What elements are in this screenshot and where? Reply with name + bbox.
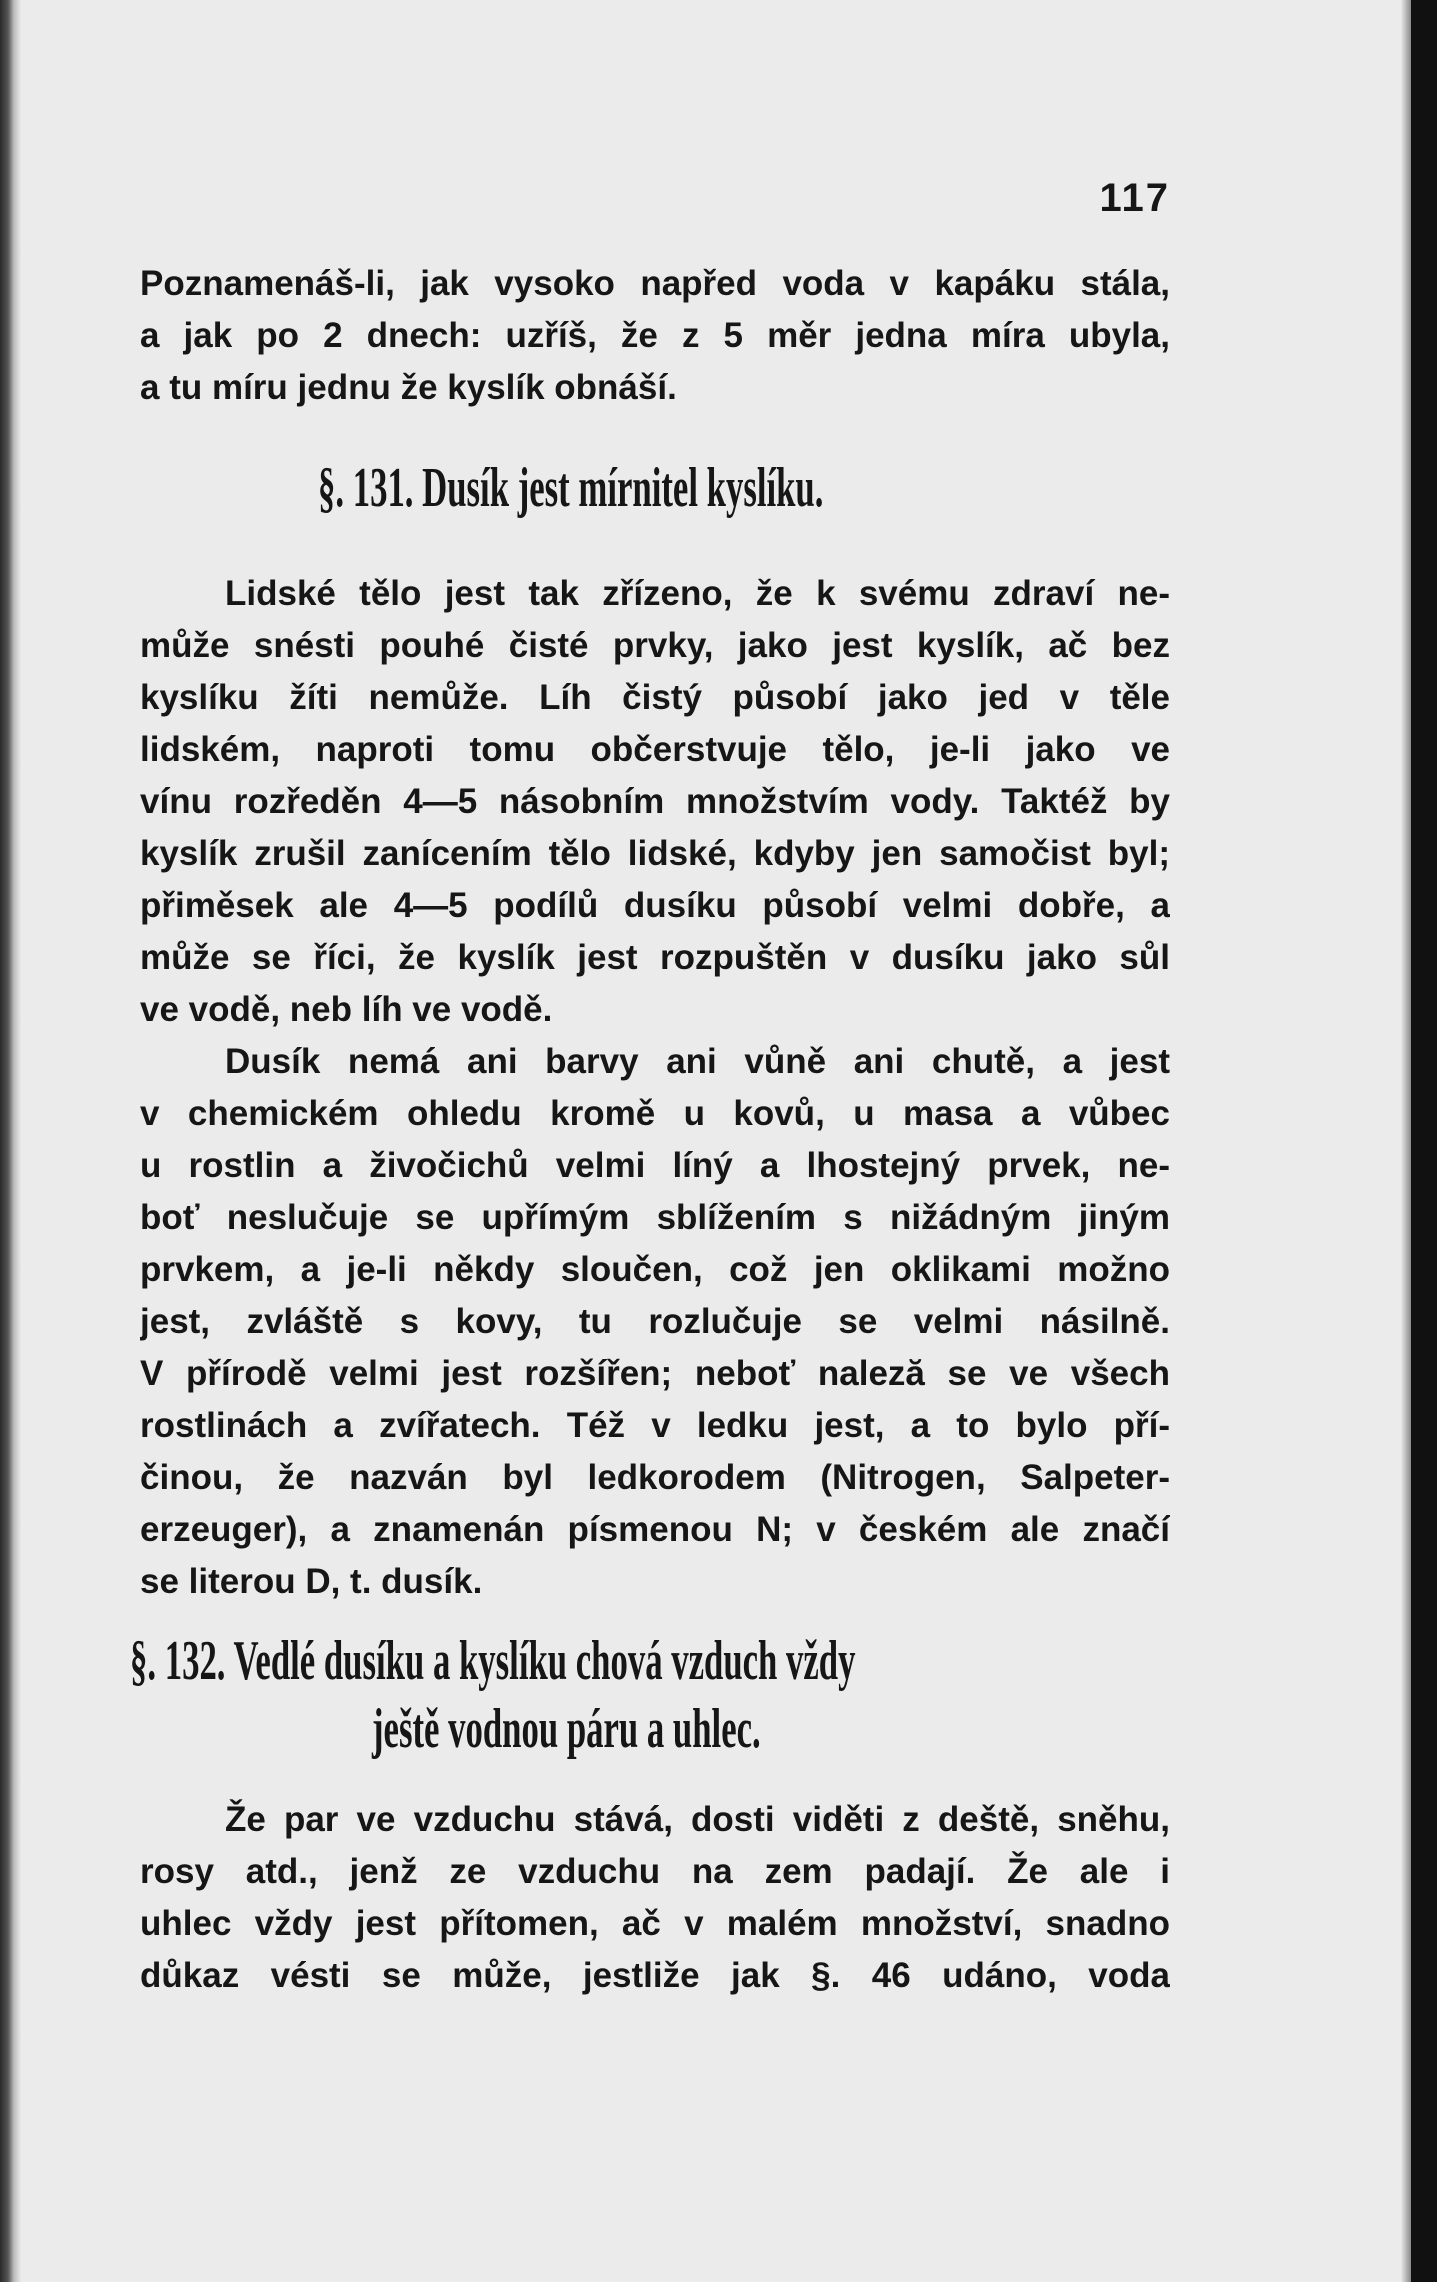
- text-line: v chemickém ohledu kromě u kovů, u masa a vůbec: [140, 1094, 1170, 1133]
- text-line: ve vodě, neb líh ve vodě.: [140, 990, 553, 1029]
- text-line: důkaz vésti se může, jestliže jak §. 46 udáno, voda: [140, 1956, 1170, 1995]
- page-number: 117: [1099, 176, 1170, 220]
- text-line: a jak po 2 dnech: uzříš, že z 5 měr jedna míra ubyla,: [140, 316, 1170, 355]
- text-line: kyslík zrušil zanícením tělo lidské, kdyby jen samočist byl;: [140, 834, 1170, 873]
- text-line: prvkem, a je-li někdy sloučen, což jen oklikami možno: [140, 1250, 1170, 1289]
- text-line: Poznamenáš-li, jak vysoko napřed voda v kapáku stála,: [140, 264, 1170, 303]
- scan-right-edge: [1411, 0, 1437, 2282]
- section-heading-132: §. 132. Vedlé dusíku a kyslíku chová vzduch vždy: [130, 1630, 856, 1692]
- section-heading-132-continued: ještě vodnou páru a uhlec.: [372, 1698, 761, 1760]
- scan-left-edge: [0, 0, 22, 2282]
- text-line: jest, zvláště s kovy, tu rozlučuje se velmi násilně.: [140, 1302, 1170, 1341]
- text-line: se literou D, t. dusík.: [140, 1562, 483, 1601]
- text-line: může se říci, že kyslík jest rozpuštěn v dusíku jako sůl: [140, 938, 1170, 977]
- scan-binding-shadow: [1401, 0, 1411, 2282]
- text-line: Dusík nemá ani barvy ani vůně ani chutě, a jest: [225, 1042, 1170, 1081]
- text-line: přiměsek ale 4—5 podílů dusíku působí velmi dobře, a: [140, 886, 1170, 925]
- text-line: vínu rozředěn 4—5 násobním množstvím vody. Taktéž by: [140, 782, 1170, 821]
- text-line: může snésti pouhé čisté prvky, jako jest kyslík, ač bez: [140, 626, 1170, 665]
- text-line: erzeuger), a znamenán písmenou N; v českém ale značí: [140, 1510, 1170, 1549]
- text-line: kyslíku žíti nemůže. Líh čistý působí jako jed v těle: [140, 678, 1170, 717]
- text-line: rosy atd., jenž ze vzduchu na zem padají. Že ale i: [140, 1852, 1170, 1891]
- text-line: a tu míru jednu že kyslík obnáší.: [140, 368, 677, 407]
- text-line: rostlinách a zvířatech. Též v ledku jest, a to bylo pří-: [140, 1406, 1170, 1445]
- text-line: V přírodě velmi jest rozšířen; neboť naleză se ve všech: [140, 1354, 1170, 1393]
- text-line: činou, že nazván byl ledkorodem (Nitrogen, Salpeter-: [140, 1458, 1170, 1497]
- text-line: lidském, naproti tomu občerstvuje tělo, je-li jako ve: [140, 730, 1170, 769]
- text-line: u rostlin a živočichů velmi líný a lhostejný prvek, ne-: [140, 1146, 1170, 1185]
- text-line: boť neslučuje se upřímým sblížením s nižádným jiným: [140, 1198, 1170, 1237]
- text-line: uhlec vždy jest přítomen, ač v malém množství, snadno: [140, 1904, 1170, 1943]
- section-heading-131: §. 131. Dusík jest mírnitel kyslíku.: [318, 457, 824, 519]
- text-line: Že par ve vzduchu stává, dosti viděti z deště, sněhu,: [225, 1800, 1170, 1839]
- text-line: Lidské tělo jest tak zřízeno, že k svému zdraví ne-: [225, 574, 1170, 613]
